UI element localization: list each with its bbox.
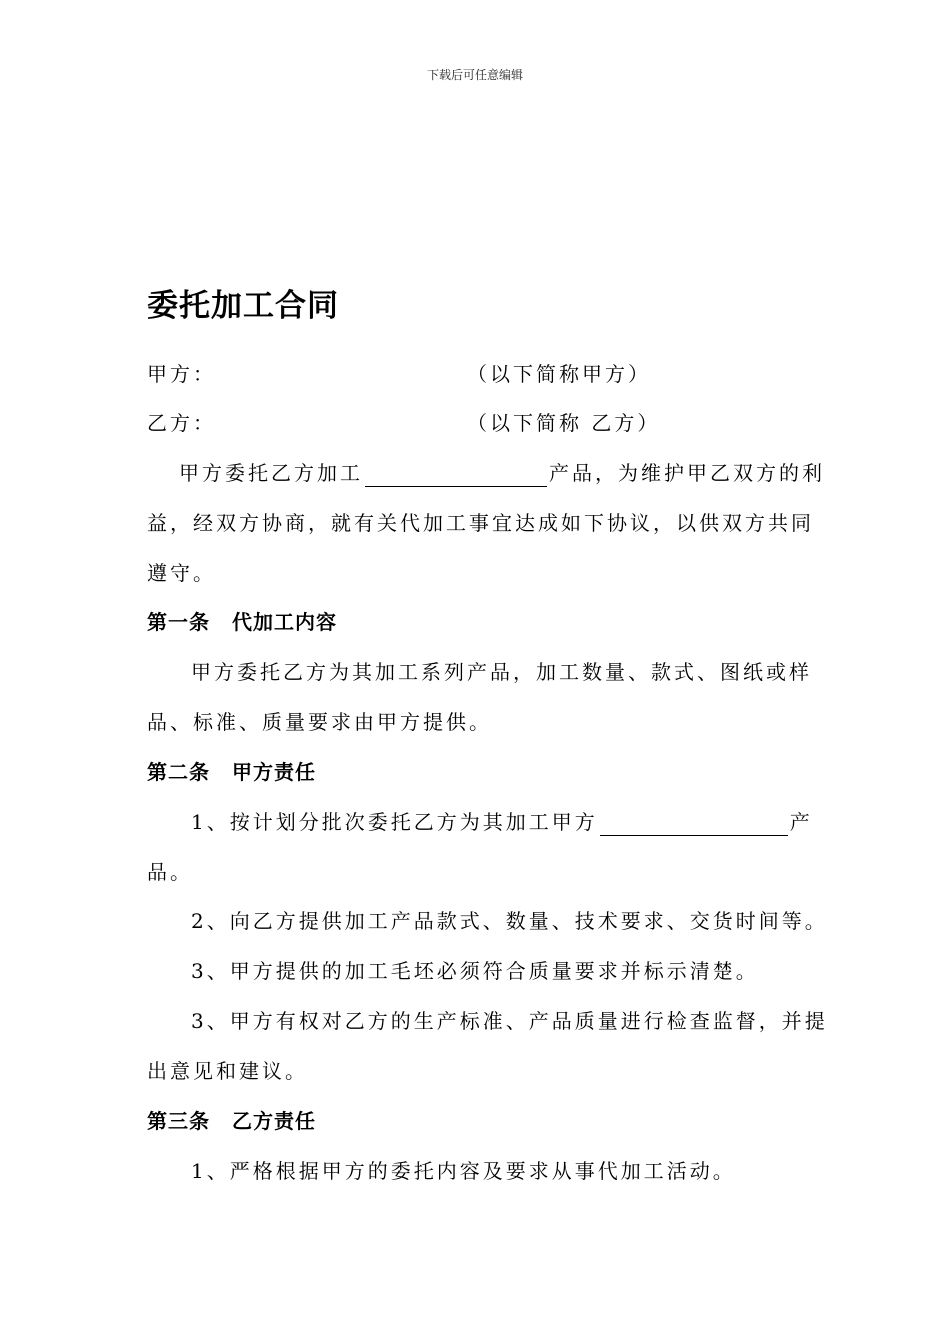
intro-line-1: [147, 459, 839, 487]
party-b-label: 乙方：: [147, 411, 216, 435]
article-3-name: 乙方责任: [232, 1109, 316, 1133]
intro-text-pre: 甲方委托乙方加工: [179, 461, 363, 485]
article-2-item-4-line-1: 3、甲方有权对乙方的生产标准、产品质量进行检查监督，并提: [191, 1009, 828, 1033]
article-2-item-1-cont: 品。: [147, 860, 193, 884]
article-1-number: 第一条: [147, 610, 210, 634]
article-1-name: 代加工内容: [232, 610, 337, 634]
article-2-heading: [147, 758, 807, 786]
header-note: 下载后可任意编辑: [426, 68, 523, 82]
document-title: 委托加工合同: [147, 288, 339, 324]
article-2-item-3: 3、甲方提供的加工毛坯必须符合质量要求并标示清楚。: [191, 959, 759, 983]
article-3-item-1: 1、严格根据甲方的委托内容及要求从事代加工活动。: [191, 1159, 736, 1183]
article-2-number: 第二条: [147, 760, 210, 784]
article-2-item-1: [147, 808, 851, 836]
intro-text-post: 产品，为维护甲乙双方的利: [549, 461, 825, 485]
product-blank-field[interactable]: [365, 464, 547, 487]
article-2-item-4-line-2: 出意见和建议。: [147, 1059, 308, 1083]
article-2-item-1-post: 产: [789, 810, 813, 834]
article-1-line-1: 甲方委托乙方为其加工系列产品，加工数量、款式、图纸或样: [191, 660, 812, 684]
article-2-item-1-pre: 1、按计划分批次委托乙方为其加工甲方: [191, 810, 598, 834]
party-b-note: （以下简称 乙方）: [467, 411, 661, 435]
intro-line-2: 益，经双方协商，就有关代加工事宜达成如下协议，以供双方共同: [147, 511, 814, 535]
party-a-label: 甲方：: [147, 362, 216, 386]
article-1-line-2: 品、标准、质量要求由甲方提供。: [147, 710, 492, 734]
article-3-heading: [147, 1107, 807, 1135]
article-3-number: 第三条: [147, 1109, 210, 1133]
article-2-name: 甲方责任: [232, 760, 316, 784]
party-a-note: （以下简称甲方）: [467, 362, 651, 386]
article-1-heading: [147, 608, 807, 636]
intro-line-3: 遵守。: [147, 561, 216, 585]
product-blank-field-2[interactable]: [600, 813, 788, 836]
article-2-item-2: 2、向乙方提供加工产品款式、数量、技术要求、交货时间等。: [191, 909, 828, 933]
